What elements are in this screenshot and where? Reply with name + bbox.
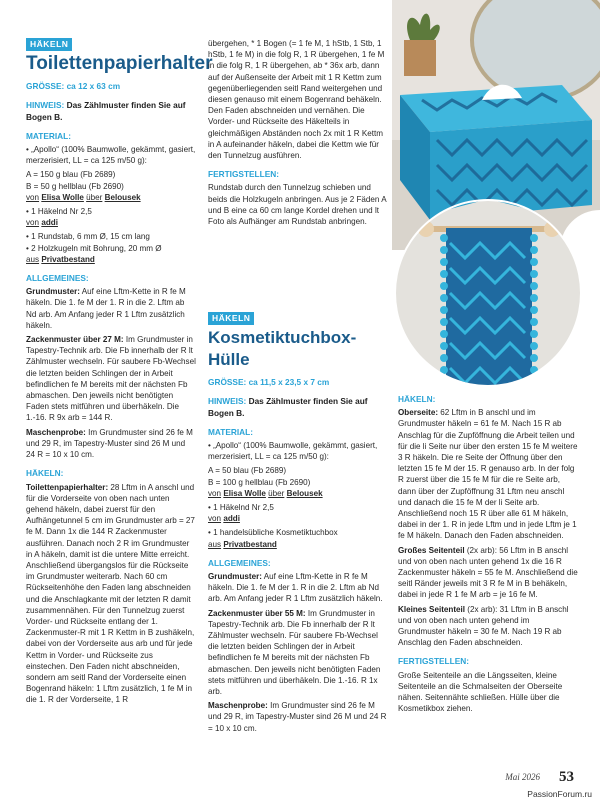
hook-supplier-prefix: von — [26, 218, 40, 228]
hook-supplier: addi — [41, 218, 58, 228]
basic-pattern-text: Auf eine Lftm-Kette in R fe M häkeln. Die 1. fe M der 1. R in die 2. Lftm ab Nd arb. Am Anfang jeder R 1 Lftm zusätzlich häkeln. — [26, 287, 186, 330]
material-beads: • 2 Holzkugeln mit Bohrung, 20 mm Ø — [26, 243, 162, 253]
section-tag-2: HÄKELN — [208, 312, 254, 325]
basic-pattern-label: Grundmuster: — [26, 287, 80, 297]
zigzag-label-2: Zackenmuster über 55 M: — [208, 608, 306, 618]
gauge-text: Im Grundmuster sind 26 fe M und 29 R, im Tapestry-Muster sind 26 M und 24 R = 10 x 10 cm. — [26, 427, 193, 460]
finishing-text: Rundstab durch den Tunnelzug schieben und beids die Holzkugeln anbringen. Aus je 2 Fäden A und B eine ca 60 cm lange Kordel drehen und lt Foto als Aufhänger am Rundstab anbringen. — [208, 183, 387, 227]
size-line-2: GRÖSSE: ca 11,5 x 23,5 x 7 cm — [208, 377, 330, 388]
finishing-text-2: Große Seitenteile an die Längsseiten, kleine Seitenteile an die Schmalseiten der Oberseite nähen. Seitennähte schließen. Hülle über die Kosmetikbox ziehen. — [398, 670, 563, 714]
private-prefix-2: aus — [208, 539, 222, 549]
article-title: Toilettenpapierhalter — [26, 53, 213, 75]
supplier-via: über — [86, 192, 103, 202]
hint-label: HINWEIS: — [26, 100, 65, 111]
watermark: PassionForum.ru — [527, 789, 592, 799]
zigzag-text-2: Im Grundmuster in Tapestry-Technik arb. Die Fb innerhalb der R lt Zählmuster wechseln. Für saubere Fb-Wechsel die letzten beiden Schlingen der in Arbeit befindlichen fe M bereits mit der nächsten Fb abmaschen. Den jeweils nicht benötigten Faden stets mitführen und überhäkeln. Die 1.-16. R 1x arb. — [208, 608, 381, 697]
gauge-label: Maschenprobe: — [26, 427, 86, 437]
hook-supplier-prefix-2: von — [208, 514, 222, 524]
material-hook-2: • 1 Häkelnd Nr 2,5 — [208, 503, 274, 513]
finishing-heading: FERTIGSTELLEN: — [208, 169, 279, 180]
holder-label: Toilettenpapierhalter: — [26, 482, 109, 492]
middle-column-article2 — [208, 312, 388, 737]
top-text: 62 Lftm in B anschl und im Grundmuster häkeln = 61 fe M. Nach 15 R ab Anschlag für die Zupföffnung die Arbeit teilen und für die li Seite nur über den ersten 15 fe M weitere 3 R häkeln. Die re Seite der Öffnung über den letzten 15 fe M der 15. R genauso arb. In der folg R zuerst über die 15 fe M für die re Seite arb, dann über der Zupföffnung 31 Lftm neu anschl und danach die 15 fe M der li Seite arb. Anschließend noch 15 R über alle 61 M häkeln, dabei in der 1. R in jede Lftm und in jede Lftm je 1 fe M häkeln. Danach den Faden abschneiden. — [398, 408, 578, 541]
large-side-text: (2x arb): 56 Lftm in B anschl und von oben nach unten gehend 1x die 16 R Zackenmuster häkeln = 55 fe M. Anschließend die seitl Ränder jeweils mit 3 R fe M in B behäkeln, dabei in jede R 1 fe M arb = je 16 fe M. — [398, 545, 578, 600]
material-heading: MATERIAL: — [26, 130, 72, 141]
supplier-prefix-2: von — [208, 488, 222, 498]
material-heading-2: MATERIAL: — [208, 426, 254, 437]
private-source: Privatbestand — [41, 254, 95, 264]
page-number: 53 — [559, 769, 574, 785]
top-label: Oberseite: — [398, 408, 439, 418]
material-yarn-2: • „Apollo“ (100% Baumwolle, gekämmt, gasiert, merzerisiert, LL = ca 125 m/50 g): — [208, 441, 378, 462]
supplier-brand-2: Elisa Wolle — [223, 488, 266, 498]
right-column — [398, 388, 578, 717]
private-source-2: Privatbestand — [223, 539, 277, 549]
basic-pattern-text-2: Auf eine Lftm-Kette in R fe M häkeln. Die 1. fe M der 1. R in die 2. Lftm ab Nd arb. Am Anfang jeder R 1 Lftm zusätzlich häkeln. — [208, 572, 383, 604]
hint-label-2: HINWEIS: — [208, 396, 247, 407]
general-heading: ALLGEMEINES: — [26, 273, 89, 284]
zigzag-text: Im Grundmuster in Tapestry-Technik arb. Die Fb innerhalb der R lt Zählmuster wechseln. Für saubere Fb-Wechsel die letzten beiden Schlingen der in Arbeit befindlichen fe M bereits mit der nächsten Fb abmaschen. Den jeweils nicht benötigten Faden stets mitführen und überhäkeln. Die 1.-16. R 9x arb = 144 R. — [26, 335, 196, 423]
holder-text: 28 Lftm in A anschl und für die Vorderseite von oben nach unten gehend häkeln, dabei zuerst für den Aufhängetunnel 5 cm im Grundmuster arb = 27 fe M. Dann 1x die 144 R Zackenmuster ausführen. Danach noch 2 R im Grundmuster in A häkeln, damit ist die untere Mitte erreicht. Anschließend übergangslos für die Rückseite im Grundmuster weiterarb. Nach 60 cm Rückseitenhöhe den Faden lang abschneiden und die Anschlagkante mit der letzten R damit zusammennähen. Für den Tunnelzug zuerst Vorder- und Rückseite entlang der 1. Zackenmuster-R mit 1 R Kettm in B zushäkeln, dabei von der Vorderseite aus arb und für jede Kettm in Vorder- und Rückseite zus einstechen. Den Faden nicht abschneiden, sondern am seitl Rand der Vorderseite einen Bogenrand häkeln: 1 Lftm zusätzlich, 1 fe M in die 1. R der Vorderseite, 1 R — [26, 482, 195, 705]
material-yarn: • „Apollo“ (100% Baumwolle, gekämmt, gasiert, merzerisiert, LL = ca 125 m/50 g): — [26, 145, 196, 166]
gauge-label-2: Maschenprobe: — [208, 701, 268, 711]
small-side-text: (2x arb): 31 Lftm in B anschl und von oben nach unten gehend im Grundmuster häkeln = 30 fe M. Nach 19 R ab Anschlag den Faden abschneiden. — [398, 604, 569, 648]
supplier-shop: Belousek — [104, 192, 141, 202]
material-box: • 1 handelsübliche Kosmetiktuchbox — [208, 528, 338, 538]
gauge-text-2: Im Grundmuster sind 26 fe M und 29 R, im Tapestry-Muster sind 26 M und 24 R = 10 x 10 cm. — [208, 701, 387, 733]
hint-text: Das Zählmuster finden Sie auf Bogen B. — [26, 100, 186, 122]
material-color-a-2: A = 50 blau (Fb 2689) — [208, 466, 287, 476]
size-line: GRÖSSE: ca 12 x 63 cm — [26, 81, 121, 92]
supplier-via-2: über — [268, 488, 285, 498]
holder-text-cont: übergehen, * 1 Bogen (= 1 fe M, 1 hStb, 1 Stb, 1 hStb, 1 fe M) in die folg R, 1 R übergehen, 1 fe M in die folg R, 1 R übergehen, ab * 36x arb, dann auf der Außenseite der Arbeit mit 1 R Kettm zum gegenüberliegenden seitl Rand weitergehen und diesen genauso mit einem Bogenrand behäkeln. Den Faden abschneiden und vernähen. Die Vorder- und Rückseite des Häkelteils in gleichmäßigen Abständen noch 2x mit 1 R Kettm in A aufeinander häkeln, dabei die Kettm wie für den Tunnelzug ausführen. — [208, 39, 385, 161]
toilet-paper-holder-photo — [380, 198, 600, 388]
left-column — [26, 38, 213, 709]
small-side-label: Kleines Seitenteil — [398, 604, 466, 614]
section-tag: HÄKELN — [26, 38, 72, 51]
material-color-b: B = 50 g hellblau (Fb 2690) — [26, 181, 124, 191]
private-prefix: aus — [26, 254, 40, 264]
supplier-brand: Elisa Wolle — [41, 192, 84, 202]
crochet-heading: HÄKELN: — [26, 468, 64, 479]
material-color-a: A = 150 g blau (Fb 2689) — [26, 170, 116, 180]
large-side-label: Großes Seitenteil — [398, 545, 465, 555]
article-title-2: Kosmetiktuchbox-Hülle — [208, 328, 357, 370]
hook-supplier-2: addi — [223, 514, 240, 524]
basic-pattern-label-2: Grundmuster: — [208, 572, 262, 582]
middle-column-top — [208, 38, 388, 230]
crochet-heading-2: HÄKELN: — [398, 394, 436, 404]
zigzag-label: Zackenmuster über 27 M: — [26, 335, 124, 345]
material-rod: • 1 Rundstab, 6 mm Ø, 15 cm lang — [26, 232, 150, 242]
issue-date: Mai 2026 — [505, 772, 540, 782]
hint-text-2: Das Zählmuster finden Sie auf Bogen B. — [208, 396, 368, 418]
finishing-heading-2: FERTIGSTELLEN: — [398, 656, 469, 667]
material-hook: • 1 Häkelnd Nr 2,5 — [26, 207, 92, 217]
supplier-prefix: von — [26, 192, 40, 202]
material-color-b-2: B = 100 g hellblau (Fb 2690) — [208, 477, 311, 487]
general-heading-2: ALLGEMEINES: — [208, 557, 271, 568]
supplier-shop-2: Belousek — [286, 488, 323, 498]
